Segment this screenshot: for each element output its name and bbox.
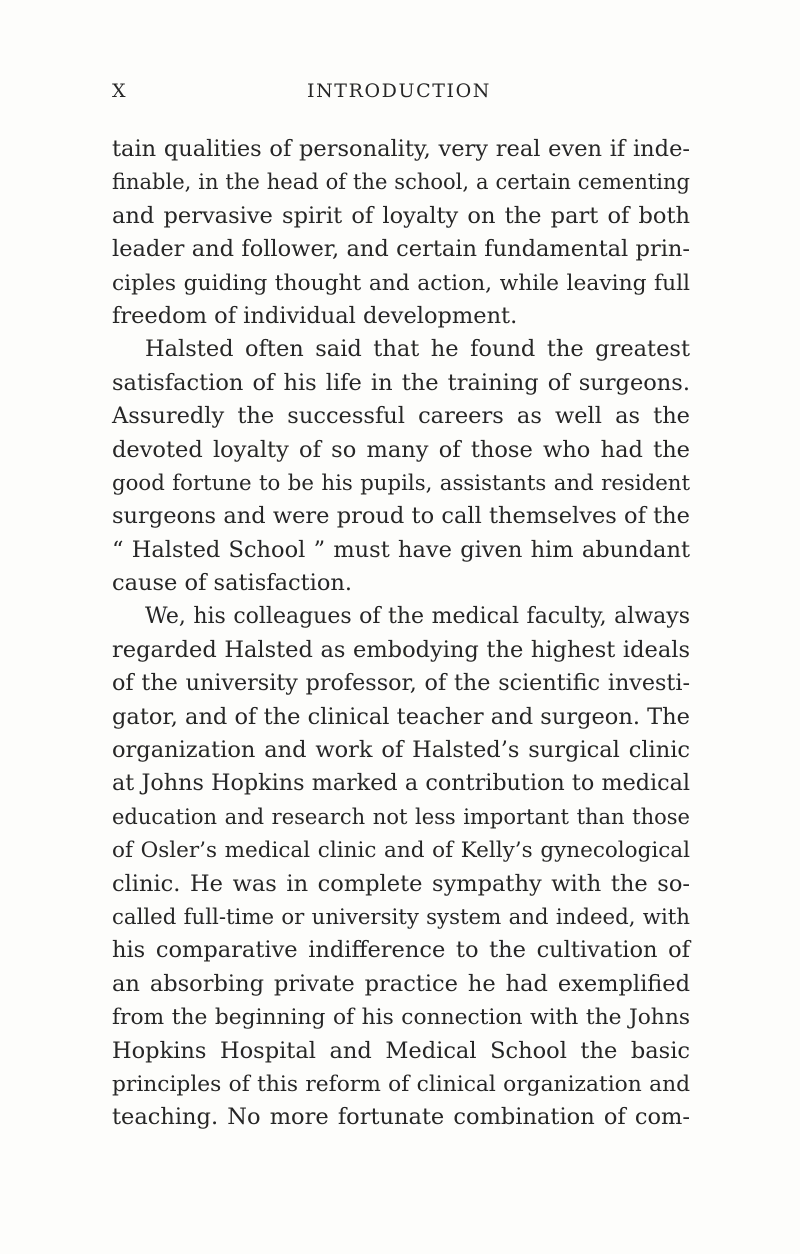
text-line: ciples guiding thought and action, while leaving full bbox=[112, 270, 690, 296]
text-line: teaching. No more fortunate combination of com- bbox=[112, 1104, 690, 1131]
text-line: organization and work of Halsted’s surgical clinic bbox=[112, 737, 690, 764]
text-line: regarded Halsted as embodying the highest ideals bbox=[112, 636, 690, 663]
text-line: cause of satisfaction. bbox=[112, 570, 353, 597]
page-number: X bbox=[112, 80, 127, 102]
text-line: We, his colleagues of the medical faculty, always bbox=[145, 604, 690, 630]
text-line: Hopkins Hospital and Medical School the basic bbox=[112, 1037, 690, 1064]
text-line: Assuredly the successful careers as well as the bbox=[112, 403, 690, 430]
text-line: an absorbing private practice he had exemplified bbox=[112, 970, 690, 997]
text-line: good fortune to be his pupils, assistants and resident bbox=[112, 470, 690, 496]
text-line: from the beginning of his connection with the Johns bbox=[112, 1005, 690, 1031]
running-head bbox=[112, 80, 686, 110]
text-line: leader and follower, and certain fundamental prin- bbox=[112, 236, 690, 263]
text-line: clinic. He was in complete sympathy with the so- bbox=[112, 870, 690, 897]
text-line: and pervasive spirit of loyalty on the part of both bbox=[112, 202, 690, 229]
text-line: “ Halsted School ” must have given him abundant bbox=[112, 536, 690, 563]
text-line: at Johns Hopkins marked a contribution to medical bbox=[112, 770, 690, 797]
text-line: devoted loyalty of so many of those who had the bbox=[112, 436, 690, 463]
text-line: of Osler’s medical clinic and of Kelly’s gynecological bbox=[112, 838, 690, 864]
text-line: Halsted often said that he found the greatest bbox=[145, 336, 690, 363]
text-line: surgeons and were proud to call themselves of the bbox=[112, 503, 690, 530]
body-text bbox=[112, 133, 690, 1135]
text-line: his comparative indifference to the cultivation of bbox=[112, 937, 690, 964]
text-line: finable, in the head of the school, a certain cementing bbox=[112, 170, 690, 195]
text-line: called full-time or university system and indeed, with bbox=[112, 904, 690, 930]
text-line: principles of this reform of clinical organization and bbox=[112, 1071, 690, 1097]
text-line: tain qualities of personality, very real even if inde- bbox=[112, 136, 690, 162]
text-line: education and research not less important than those bbox=[112, 804, 690, 829]
text-line: gator, and of the clinical teacher and surgeon. The bbox=[112, 703, 690, 730]
running-title: INTRODUCTION bbox=[306, 80, 492, 102]
text-line: satisfaction of his life in the training of surgeons. bbox=[112, 369, 690, 396]
text-line: freedom of individual development. bbox=[112, 302, 518, 329]
text-line: of the university professor, of the scientific investi- bbox=[112, 670, 690, 697]
